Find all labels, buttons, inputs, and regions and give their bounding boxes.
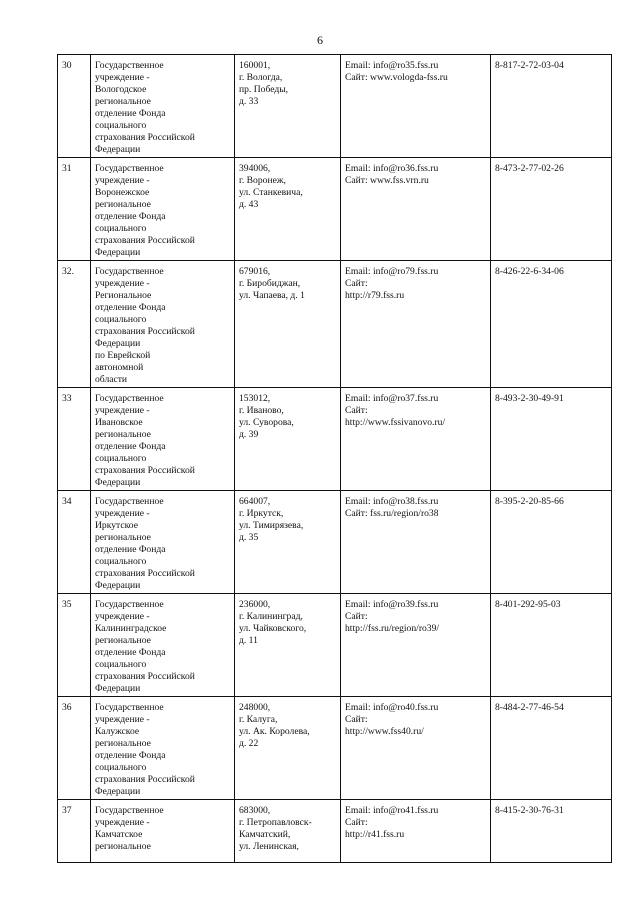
- organization-name: Государственное учреждение - Региональное отделение Фонда социального страхования Российской Федерации по Еврейской автономной области: [91, 261, 235, 388]
- organization-name: Государственное учреждение - Калужское региональное отделение Фонда социального страхования Российской Федерации: [91, 697, 235, 800]
- row-number: 37: [58, 800, 91, 863]
- phone-number: 8-415-2-30-76-31: [491, 800, 612, 863]
- row-number: 31: [58, 158, 91, 261]
- table-row: [58, 491, 612, 594]
- phone-number: 8-817-2-72-03-04: [491, 55, 612, 158]
- row-number: 36: [58, 697, 91, 800]
- organization-name: Государственное учреждение - Вологодское региональное отделение Фонда социального страхования Российской Федерации: [91, 55, 235, 158]
- postal-address: 153012, г. Иваново, ул. Суворова, д. 39: [235, 388, 341, 491]
- organization-name: Государственное учреждение - Иркутское региональное отделение Фонда социального страхования Российской Федерации: [91, 491, 235, 594]
- table-row: [58, 697, 612, 800]
- row-number: 34: [58, 491, 91, 594]
- table-row: [58, 55, 612, 158]
- postal-address: 236000, г. Калининград, ул. Чайковского, д. 11: [235, 594, 341, 697]
- postal-address: 248000, г. Калуга, ул. Ак. Королева, д. 22: [235, 697, 341, 800]
- page-number: 6: [317, 33, 323, 47]
- email-and-website: Email: info@ro35.fss.ru Сайт: www.vologda-fss.ru: [341, 55, 491, 158]
- row-number: 30: [58, 55, 91, 158]
- email-and-website: Email: info@ro41.fss.ru Сайт: http://r41.fss.ru: [341, 800, 491, 863]
- phone-number: 8-395-2-20-85-66: [491, 491, 612, 594]
- row-number: 35: [58, 594, 91, 697]
- table-row: [58, 388, 612, 491]
- email-and-website: Email: info@ro36.fss.ru Сайт: www.fss.vrn.ru: [341, 158, 491, 261]
- organization-name: Государственное учреждение - Калининградское региональное отделение Фонда социального страхования Российской Федерации: [91, 594, 235, 697]
- regional-offices-table: [57, 54, 612, 863]
- postal-address: 679016, г. Биробиджан, ул. Чапаева, д. 1: [235, 261, 341, 388]
- table-row: [58, 594, 612, 697]
- table-row: [58, 800, 612, 863]
- email-and-website: Email: info@ro38.fss.ru Сайт: fss.ru/region/ro38: [341, 491, 491, 594]
- table-row: [58, 158, 612, 261]
- phone-number: 8-493-2-30-49-91: [491, 388, 612, 491]
- row-number: 33: [58, 388, 91, 491]
- phone-number: 8-401-292-95-03: [491, 594, 612, 697]
- email-and-website: Email: info@ro40.fss.ru Сайт: http://www.fss40.ru/: [341, 697, 491, 800]
- phone-number: 8-473-2-77-02-26: [491, 158, 612, 261]
- postal-address: 683000, г. Петропавловск- Камчатский, ул. Ленинская,: [235, 800, 341, 863]
- email-and-website: Email: info@ro79.fss.ru Сайт: http://r79.fss.ru: [341, 261, 491, 388]
- postal-address: 664007, г. Иркутск, ул. Тимирязева, д. 35: [235, 491, 341, 594]
- organization-name: Государственное учреждение - Воронежское региональное отделение Фонда социального страхования Российской Федерации: [91, 158, 235, 261]
- row-number: 32.: [58, 261, 91, 388]
- email-and-website: Email: info@ro39.fss.ru Сайт: http://fss.ru/region/ro39/: [341, 594, 491, 697]
- organization-name: Государственное учреждение - Ивановское региональное отделение Фонда социального страхования Российской Федерации: [91, 388, 235, 491]
- postal-address: 394006, г. Воронеж, ул. Станкевича, д. 43: [235, 158, 341, 261]
- email-and-website: Email: info@ro37.fss.ru Сайт: http://www.fssivanovo.ru/: [341, 388, 491, 491]
- table-row: [58, 261, 612, 388]
- phone-number: 8-484-2-77-46-54: [491, 697, 612, 800]
- phone-number: 8-426-22-6-34-06: [491, 261, 612, 388]
- organization-name: Государственное учреждение - Камчатское региональное: [91, 800, 235, 863]
- postal-address: 160001, г. Вологда, пр. Победы, д. 33: [235, 55, 341, 158]
